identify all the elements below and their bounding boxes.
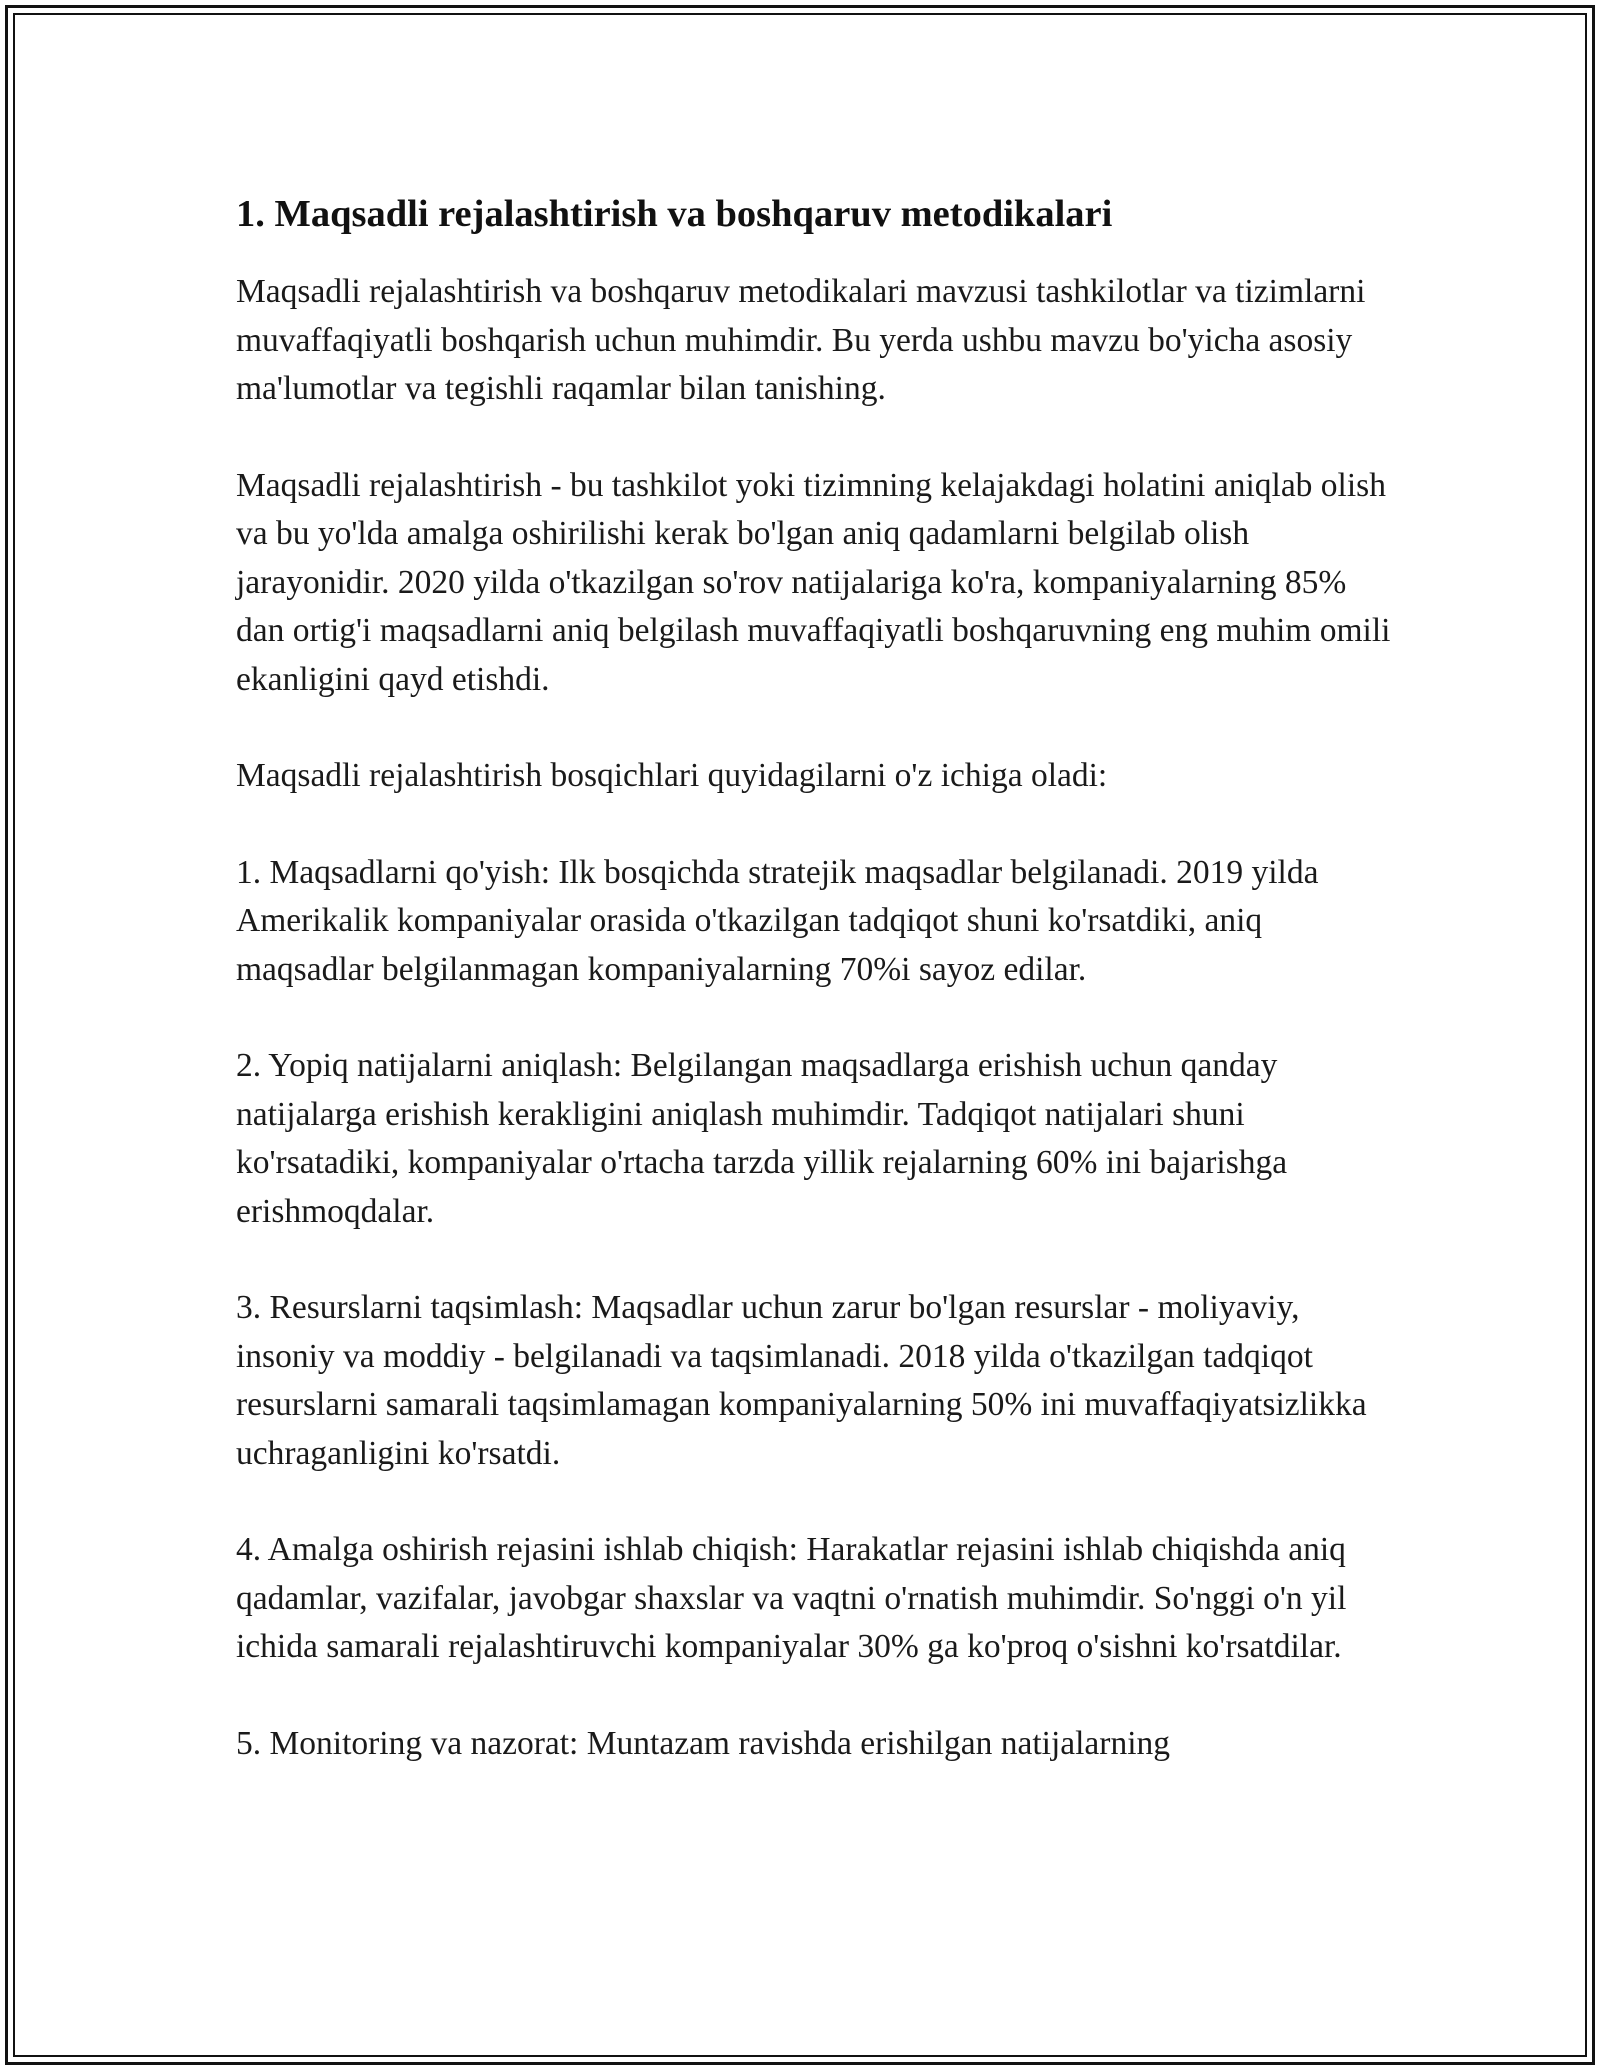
- list-item-stage-1: 1. Maqsadlarni qo'yish: Ilk bosqichda stratejik maqsadlar belgilanadi. 2019 yilda Amerikalik kompaniyalar orasida o'tkazilgan tadqiqot shuni ko'rsatdiki, aniq maqsadlar belgilanmagan kompaniyalarning 70%i sayoz edilar.: [236, 853, 1319, 988]
- document-title: 1. Maqsadli rejalashtirish va boshqaruv metodikalari: [236, 193, 1113, 235]
- list-item-stage-5: 5. Monitoring va nazorat: Muntazam ravishda erishilgan natijalarning: [236, 1724, 1171, 1762]
- paragraph-intro: Maqsadli rejalashtirish va boshqaruv metodikalari mavzusi tashkilotlar va tizimlarni muvaffaqiyatli boshqarish uchun muhimdir. Bu yerda ushbu mavzu bo'yicha asosiy ma'lumotlar va tegishli raqamlar bilan tanishing.: [236, 273, 1366, 407]
- paragraph-definition: Maqsadli rejalashtirish - bu tashkilot yoki tizimning kelajakdagi holatini aniqlab olish va bu yo'lda amalga oshirilishi kerak bo'lgan aniq qadamlarni belgilab olish jarayonidir. 2020 yilda o'tkazilgan so'rov natijalariga ko'ra, kompaniyalarning 85% dan ortig'i maqsadlarni aniq belgilash muvaffaqiyatli boshqaruvning eng muhim omili ekanligini qayd etishdi.: [236, 466, 1391, 698]
- paragraph-stages-intro: Maqsadli rejalashtirish bosqichlari quyidagilarni o'z ichiga oladi:: [236, 757, 1108, 794]
- list-item-stage-3: 3. Resurslarni taqsimlash: Maqsadlar uchun zarur bo'lgan resurslar - moliyaviy, insoniy va moddiy - belgilanadi va taqsimlanadi. 2018 yilda o'tkazilgan tadqiqot resurslarni samarali taqsimlamagan kompaniyalarning 50% ini muvaffaqiyatsizlikka uchraganligini ko'rsatdi.: [236, 1289, 1367, 1472]
- list-item-stage-4: 4. Amalga oshirish rejasini ishlab chiqish: Harakatlar rejasini ishlab chiqishda aniq qadamlar, vazifalar, javobgar shaxslar va vaqtni o'rnatish muhimdir. So'nggi o'n yil ichida samarali rejalashtiruvchi kompaniyalar 30% ga ko'proq o'sishni ko'rsatdilar.: [236, 1531, 1347, 1665]
- document-body: [236, 186, 1396, 1816]
- list-item-stage-2: 2. Yopiq natijalarni aniqlash: Belgilangan maqsadlarga erishish uchun qanday natijalarga erishish kerakligini aniqlash muhimdir. Tadqiqot natijalari shuni ko'rsatadiki, kompaniyalar o'rtacha tarzda yillik rejalarning 60% ini bajarishga erishmoqdalar.: [236, 1047, 1288, 1230]
